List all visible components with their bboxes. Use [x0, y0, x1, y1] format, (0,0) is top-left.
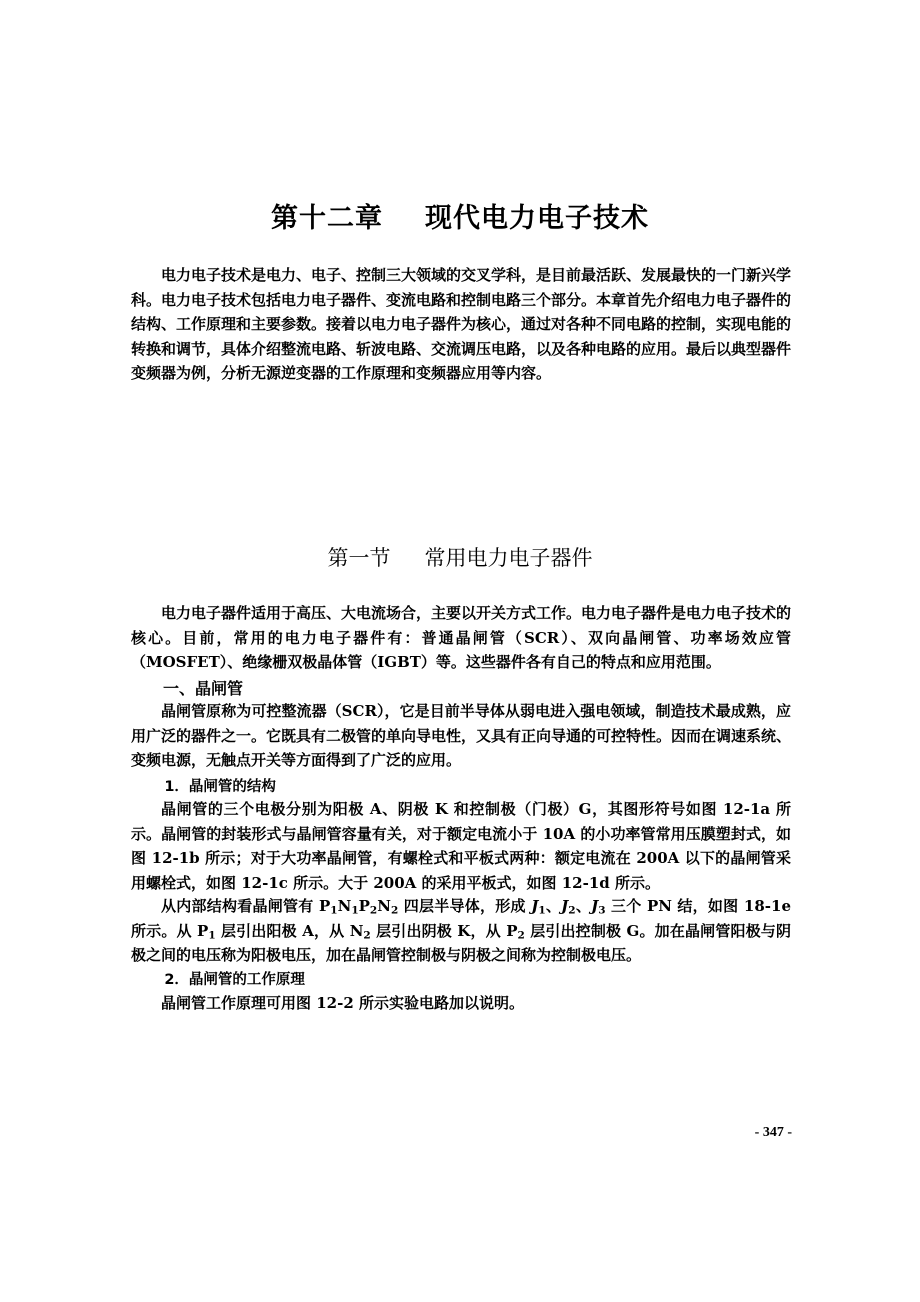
chapter-name: 现代电力电子技术 — [425, 203, 649, 234]
principle-paragraph: 晶闸管工作原理可用图 12-2 所示实验电路加以说明。 — [161, 994, 524, 1012]
thyristor-intro-paragraph: 晶闸管原称为可控整流器（SCR），它是目前半导体从弱电进入强电领域，制造技术最成熟，应用广泛的器件之一。它既具有二极管的单向导电性，又具有正向导通的可控特性。因而在调速系统、变频电源，无触点开关等方面得到了广泛的应用。 — [131, 702, 792, 769]
section-number: 第一节 — [327, 546, 391, 570]
structure-paragraph-1: 晶闸管的三个电极分别为阳极 A、阴极 K 和控制极（门极）G，其图形符号如图 12-1a 所示。晶闸管的封装形式与晶闸管容量有关，对于额定电流小于 10A 的小功率管常用压膜塑封式，如图 12-1b 所示；对于大功率晶闸管，有螺栓式和平板式两种：额定电流在 200A 以下的晶闸管采用螺栓式，如图 12-1c 所示。大于 200A 的采用平板式，如图 12-1d 所示。 — [131, 800, 791, 892]
chapter-intro-paragraph: 电力电子技术是电力、电子、控制三大领域的交叉学科，是目前最活跃、发展最快的一门新兴学科。电力电子技术包括电力电子器件、变流电路和控制电路三个部分。本章首先介绍电力电子器件的结构、工作原理和主要参数。接着以电力电子器件为核心，通过对各种不同电路的控制，实现电能的转换和调节，具体介绍整流电路、斩波电路、交流调压电路，以及各种电路的应用。最后以典型器件变频器为例，分析无源逆变器的工作原理和变频器应用等内容。 — [131, 266, 792, 382]
section-intro-paragraph: 电力电子器件适用于高压、大电流场合，主要以开关方式工作。电力电子器件是电力电子技术的核心。目前，常用的电力电子器件有：普通晶闸管（SCR）、双向晶闸管、功率场效应管（MOSFET）、绝缘栅双极晶体管（IGBT）等。这些器件各有自己的特点和应用范围。 — [131, 604, 792, 671]
page-number: - 347 - — [754, 1125, 792, 1140]
topic-heading-structure: 1．晶闸管的结构 — [164, 779, 276, 795]
subsection-heading-thyristor: 一、晶闸管 — [163, 679, 244, 698]
chapter-number: 第十二章 — [271, 203, 383, 234]
structure-paragraph-2: 从内部结构看晶闸管有 $P_1N_1P_2N_2$ 四层半导体，形成 $J_1$、$J_2$、$J_3$ 三个 PN 结，如图 18-1e 所示。从 $P_1$ 层引出阳极 A，从 $N_2$ 层引出阴极 K，从 $P_2$ 层引出控制极 G。加在晶闸管阳极与阴极之间的电压称为阳极电压，加在晶闸管控制极与阴极之间称为控制极电压。 — [131, 897, 791, 964]
section-title — [0, 542, 920, 572]
chapter-title — [0, 196, 920, 235]
topic-heading-principle: 2．晶闸管的工作原理 — [164, 972, 305, 988]
section-name: 常用电力电子器件 — [424, 546, 593, 570]
